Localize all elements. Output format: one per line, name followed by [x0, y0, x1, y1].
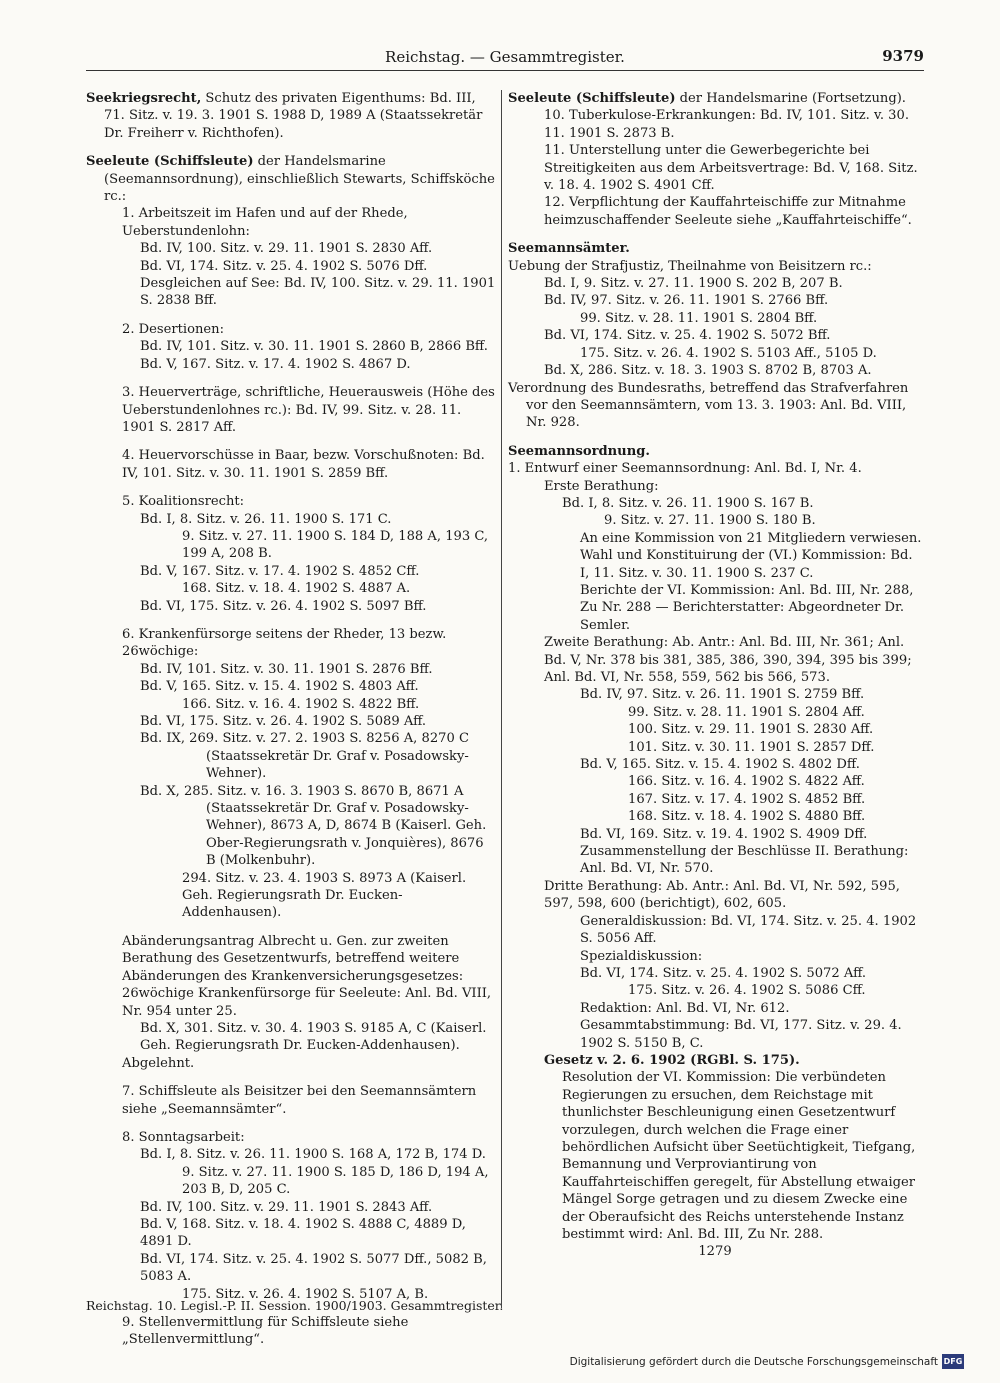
entry-text: Generaldiskussion: Bd. VI, 174. Sitz. v. 25. 4. 1902 S. 5056 Aff.: [580, 913, 917, 947]
entry-text: Bd. VI, 174. Sitz. v. 25. 4. 1902 S. 5076 Dff.: [140, 258, 428, 274]
index-entry: [86, 511, 496, 528]
index-entry: [508, 194, 922, 229]
entry-text: Berichte der VI. Kommission: Anl. Bd. III, Nr. 288, Zu Nr. 288 — Berichterstatter: Abgeordneter Dr. Semler.: [580, 582, 914, 633]
index-entry: [86, 338, 496, 355]
index-entry: [508, 90, 922, 107]
index-entry: [86, 598, 496, 615]
entry-text: 12. Verpflichtung der Kauffahrteischiffe zur Mitnahme heimzuschaffender Seeleute siehe „Kauffahrteischiffe“.: [544, 195, 912, 228]
index-entry: [508, 965, 922, 982]
entry-text: Bd. IV, 100. Sitz. v. 29. 11. 1901 S. 2843 Aff.: [140, 1199, 433, 1215]
spacer: [86, 1118, 496, 1129]
index-entry: [508, 478, 922, 495]
entry-text: Erste Berathung:: [544, 478, 659, 494]
entry-heading: Seemannsordnung.: [508, 443, 650, 459]
spacer: [86, 922, 496, 933]
spacer: [86, 482, 496, 493]
index-entry: [508, 634, 922, 686]
footer-note: Reichstag. 10. Legisl.-P. II. Session. 1900/1903. Gesammtregister.: [86, 1298, 504, 1313]
spacer: [508, 432, 922, 443]
index-entry: [86, 493, 496, 510]
entry-text: 7. Schiffsleute als Beisitzer bei den Seemannsämtern siehe „Seemannsämter“.: [122, 1084, 477, 1117]
index-entry: [86, 1055, 496, 1072]
index-entry: [508, 686, 922, 703]
entry-text: 167. Sitz. v. 17. 4. 1902 S. 4852 Bff.: [628, 791, 866, 807]
dfg-logo: DFG: [942, 1354, 964, 1369]
entry-text: Bd. X, 301. Sitz. v. 30. 4. 1903 S. 9185 A, C (Kaiserl. Geh. Regierungsrath Dr. Eucken-Addenhausen).: [140, 1020, 487, 1054]
entry-text: 6. Krankenfürsorge seitens der Rheder, 13 bezw. 26wöchige:: [122, 626, 447, 660]
index-entry: [86, 783, 496, 800]
index-entry: [508, 530, 922, 547]
entry-text: Resolution der VI. Kommission: Die verbündeten Regierungen zu ersuchen, dem Reichstage mit thunlichster Beschleunigung einen Gesetzentwurf vorzulegen, durch welchen die Frage einer behördlichen Aufsicht über Seetüchtigkeit, Tiefgang, Bemannung und Verproviantirung von Kauffahrteischiffen geregelt, für Abstellung etwaiger Mängel Sorge getragen und zu diesem Zwecke eine der Oberaufsicht des Reichs unterstehende Instanz bestimmt wird: Anl. Bd. III, Zu Nr. 288.: [562, 1070, 916, 1242]
spacer: [86, 373, 496, 384]
entry-text: Bd. VI, 174. Sitz. v. 25. 4. 1902 S. 5072 Bff.: [544, 328, 831, 344]
index-entry: [508, 878, 922, 913]
entry-text: 9. Sitz. v. 27. 11. 1900 S. 180 B.: [604, 513, 816, 529]
entry-text: 166. Sitz. v. 16. 4. 1902 S. 4822 Bff.: [182, 696, 420, 712]
entry-text: An eine Kommission von 21 Mitgliedern verwiesen.: [580, 530, 922, 546]
index-entry: [508, 756, 922, 773]
entry-text: 9. Stellenvermittlung für Schiffsleute siehe „Stellenvermittlung“.: [122, 1315, 409, 1348]
index-entry: [86, 1146, 496, 1163]
entry-text: Redaktion: Anl. Bd. VI, Nr. 612.: [580, 1000, 790, 1016]
index-entry: [508, 380, 922, 432]
spacer: [508, 229, 922, 240]
index-entry: [86, 258, 496, 275]
entry-text: 175. Sitz. v. 26. 4. 1902 S. 5086 Cff.: [628, 983, 866, 999]
entry-text: 101. Sitz. v. 30. 11. 1901 S. 2857 Dff.: [628, 739, 875, 755]
entry-text: 3. Heuerverträge, schriftliche, Heuerausweis (Höhe des Ueberstundenlohnes rc.): Bd. IV, 99. Sitz. v. 28. 11. 1901 S. 2817 Aff.: [122, 385, 495, 435]
entry-text: 175. Sitz. v. 26. 4. 1902 S. 5103 Aff., 5105 D.: [580, 345, 877, 361]
entry-text: Bd. VI, 175. Sitz. v. 26. 4. 1902 S. 5089 Aff.: [140, 714, 427, 729]
index-entry: [508, 512, 922, 529]
spacer: [86, 310, 496, 321]
index-entry: [86, 1199, 496, 1216]
running-header: [86, 44, 924, 71]
entry-text: Dritte Berathung: Ab. Antr.: Anl. Bd. VI, Nr. 592, 595, 597, 598, 600 (berichtigt), 602, 605.: [544, 878, 900, 912]
spacer: [86, 615, 496, 626]
index-entry: [508, 142, 922, 194]
index-entry: [86, 1164, 496, 1199]
index-entry: [508, 345, 922, 362]
index-entry: [508, 582, 922, 634]
index-entry: [86, 447, 496, 482]
index-entry: [86, 1251, 496, 1286]
index-entry: [508, 739, 922, 756]
entry-text: 9. Sitz. v. 27. 11. 1900 S. 184 D, 188 A, 193 C, 199 A, 208 B.: [182, 528, 489, 562]
index-entry: [508, 1017, 922, 1052]
index-entry: [86, 748, 496, 783]
index-entry: [86, 240, 496, 257]
left-column: [86, 90, 496, 1349]
index-entry: [86, 800, 496, 870]
index-entry: [508, 1069, 922, 1243]
spacer: [86, 1072, 496, 1083]
entry-text: (Staatssekretär Dr. Graf v. Posadowsky-Wehner).: [206, 748, 469, 782]
entry-text: 168. Sitz. v. 18. 4. 1902 S. 4880 Bff.: [628, 809, 866, 825]
entry-text: 10. Tuberkulose-Erkrankungen: Bd. IV, 101. Sitz. v. 30. 11. 1901 S. 2873 B.: [544, 108, 909, 141]
index-entry: [508, 240, 922, 257]
entry-text: Desgleichen auf See: Bd. IV, 100. Sitz. v. 29. 11. 1901 S. 2838 Bff.: [140, 276, 496, 309]
index-entry: [86, 90, 496, 142]
index-entry: [508, 721, 922, 738]
entry-text: Bd. I, 9. Sitz. v. 27. 11. 1900 S. 202 B, 207 B.: [544, 276, 843, 292]
index-entry: [508, 327, 922, 344]
entry-text: 168. Sitz. v. 18. 4. 1902 S. 4887 A.: [182, 581, 411, 597]
entry-text: 100. Sitz. v. 29. 11. 1901 S. 2830 Aff.: [628, 722, 874, 738]
index-entry: [508, 258, 922, 275]
entry-text: Zusammenstellung der Beschlüsse II. Berathung: Anl. Bd. VI, Nr. 570.: [580, 844, 909, 877]
index-entry: [508, 1000, 922, 1017]
index-entry: [86, 661, 496, 678]
index-entry: [508, 460, 922, 477]
entry-text: Wahl und Konstituirung der (VI.) Kommission: Bd. I, 11. Sitz. v. 30. 11. 1900 S. 237 C.: [580, 548, 913, 581]
index-entry: [508, 913, 922, 948]
entry-text: Uebung der Strafjustiz, Theilnahme von Beisitzern rc.:: [508, 258, 872, 274]
entry-text: der Handelsmarine (Fortsetzung).: [675, 91, 906, 106]
entry-text: Bd. IV, 97. Sitz. v. 26. 11. 1901 S. 2766 Bff.: [544, 293, 829, 309]
entry-text: Schutz des privaten Eigenthums: Bd. III, 71. Sitz. v. 19. 3. 1901 S. 1988 D, 1989 A (Staatssekretär Dr. Freiherr v. Richthofen).: [104, 91, 483, 141]
index-entry: [86, 1020, 496, 1055]
entry-text: Bd. X, 285. Sitz. v. 16. 3. 1903 S. 8670 B, 8671 A: [140, 783, 464, 799]
entry-text: Abänderungsantrag Albrecht u. Gen. zur zweiten Berathung des Gesetzentwurfs, betreffend weitere Abänderungen des Krankenversicherungsgesetzes: 26wöchige Krankenfürsorge für Seeleute: Anl. Bd. VIII, Nr. 954 unter 25.: [122, 933, 492, 1019]
entry-text: 175. Sitz. v. 26. 4. 1902 S. 5107 A, B.: [182, 1286, 429, 1302]
index-entry: [86, 384, 496, 436]
entry-text: Bd. IV, 97. Sitz. v. 26. 11. 1901 S. 2759 Bff.: [580, 687, 865, 703]
index-entry: [508, 292, 922, 309]
entry-text: 8. Sonntagsarbeit:: [122, 1129, 245, 1145]
entry-text: Abgelehnt.: [122, 1055, 195, 1071]
entry-text: Bd. I, 8. Sitz. v. 26. 11. 1900 S. 168 A, 172 B, 174 D.: [140, 1147, 486, 1163]
index-entry: [508, 107, 922, 142]
index-entry: [508, 773, 922, 790]
index-entry: [86, 1129, 496, 1146]
page-number: 9379: [882, 47, 924, 65]
entry-text: Bd. X, 286. Sitz. v. 18. 3. 1903 S. 8702 B, 8703 A.: [544, 363, 872, 379]
index-entry: [508, 362, 922, 379]
index-entry: [508, 1052, 922, 1069]
index-entry: [86, 275, 496, 310]
index-entry: [86, 713, 496, 730]
entry-text: (Staatssekretär Dr. Graf v. Posadowsky-Wehner), 8673 A, D, 8674 B (Kaiserl. Geh. Ober-Regierungsrath v. Jonquières), 8676 B (Molkenbuhr).: [206, 801, 487, 869]
entry-text: Bd. V, 168. Sitz. v. 18. 4. 1902 S. 4888 C, 4889 D, 4891 D.: [140, 1216, 466, 1250]
header-title: Reichstag. — Gesammtregister.: [385, 48, 625, 66]
entry-heading: Seekriegsrecht,: [86, 91, 202, 106]
spacer: [86, 142, 496, 153]
index-entry: [508, 948, 922, 965]
index-entry: [508, 704, 922, 721]
index-entry: [86, 356, 496, 373]
right-column: [508, 90, 922, 1261]
index-entry: [508, 982, 922, 999]
index-entry: [508, 443, 922, 460]
index-entry: [508, 808, 922, 825]
entry-text: Bd. I, 8. Sitz. v. 26. 11. 1900 S. 167 B.: [562, 495, 814, 511]
entry-text: 1. Arbeitszeit im Hafen und auf der Rhede, Ueberstundenlohn:: [122, 206, 408, 239]
index-entry: [86, 730, 496, 747]
entry-text: 166. Sitz. v. 16. 4. 1902 S. 4822 Aff.: [628, 774, 865, 790]
entry-text: der Handelsmarine (Seemannsordnung), einschließlich Stewarts, Schiffsköche rc.:: [104, 154, 495, 205]
entry-text: 9. Sitz. v. 27. 11. 1900 S. 185 D, 186 D, 194 A, 203 B, D, 205 C.: [182, 1164, 489, 1198]
entry-text: 5. Koalitionsrecht:: [122, 494, 245, 510]
entry-text: Spezialdiskussion:: [580, 948, 703, 964]
entry-text: Bd. V, 165. Sitz. v. 15. 4. 1902 S. 4803 Aff.: [140, 679, 419, 695]
entry-text: Bd. VI, 174. Sitz. v. 25. 4. 1902 S. 5077 Dff., 5082 B, 5083 A.: [140, 1251, 487, 1285]
entry-heading: Gesetz v. 2. 6. 1902 (RGBl. S. 175).: [544, 1052, 800, 1068]
index-entry: [86, 1216, 496, 1251]
index-entry: [86, 933, 496, 1020]
index-entry: [508, 547, 922, 582]
entry-text: Bd. I, 8. Sitz. v. 26. 11. 1900 S. 171 C.: [140, 511, 392, 527]
index-entry: [508, 310, 922, 327]
index-entry: [86, 563, 496, 580]
entry-text: 2. Desertionen:: [122, 321, 224, 337]
entry-heading: Seeleute (Schiffsleute): [508, 91, 676, 106]
index-entry: [508, 843, 922, 878]
index-entry: [86, 321, 496, 338]
entry-text: Zweite Berathung: Ab. Antr.: Anl. Bd. III, Nr. 361; Anl. Bd. V, Nr. 378 bis 381, 385, 386, 390, 394, 395 bis 399; Anl. Bd. VI, Nr. 558, 559, 562 bis 566, 573.: [544, 635, 912, 685]
index-entry: [86, 1083, 496, 1118]
entry-text: Bd. V, 167. Sitz. v. 17. 4. 1902 S. 4867 D.: [140, 356, 411, 372]
entry-text: Bd. IV, 101. Sitz. v. 30. 11. 1901 S. 2876 Bff.: [140, 661, 433, 677]
entry-text: 11. Unterstellung unter die Gewerbegerichte bei Streitigkeiten aus dem Arbeitsvertrage: Bd. V, 168. Sitz. v. 18. 4. 1902 S. 4901 Cff.: [544, 143, 918, 194]
index-entry: [508, 495, 922, 512]
index-entry: [86, 696, 496, 713]
entry-text: Gesammtabstimmung: Bd. VI, 177. Sitz. v. 29. 4. 1902 S. 5150 B, C.: [580, 1018, 902, 1051]
entry-text: Bd. IV, 100. Sitz. v. 29. 11. 1901 S. 2830 Aff.: [140, 241, 433, 257]
entry-text: Bd. IX, 269. Sitz. v. 27. 2. 1903 S. 8256 A, 8270 C: [140, 731, 469, 747]
index-entry: [86, 528, 496, 563]
entry-text: Bd. V, 165. Sitz. v. 15. 4. 1902 S. 4802 Dff.: [580, 757, 860, 773]
entry-text: Bd. VI, 175. Sitz. v. 26. 4. 1902 S. 5097 Bff.: [140, 598, 427, 614]
index-entry: [86, 153, 496, 205]
entry-text: Verordnung des Bundesraths, betreffend das Strafverfahren vor den Seemannsämtern, vom 13. 3. 1903: Anl. Bd. VIII, Nr. 928.: [508, 380, 909, 431]
index-entry: [508, 275, 922, 292]
entry-text: Bd. VI, 169. Sitz. v. 19. 4. 1902 S. 4909 Dff.: [580, 826, 868, 842]
index-entry: [86, 205, 496, 240]
index-entry: [508, 791, 922, 808]
entry-text: 4. Heuervorschüsse in Baar, bezw. Vorschußnoten: Bd. IV, 101. Sitz. v. 30. 11. 1901 S. 2859 Bff.: [122, 448, 485, 481]
entry-heading: Seemannsämter.: [508, 241, 630, 257]
index-entry: [86, 1314, 496, 1349]
entry-text: 99. Sitz. v. 28. 11. 1901 S. 2804 Aff.: [628, 704, 865, 720]
column-divider: [501, 90, 502, 1308]
entry-text: Bd. VI, 174. Sitz. v. 25. 4. 1902 S. 5072 Aff.: [580, 965, 867, 981]
index-entry: [508, 826, 922, 843]
entry-heading: Seeleute (Schiffsleute): [86, 154, 254, 170]
index-entry: [86, 870, 496, 922]
index-entry: [86, 626, 496, 661]
entry-text: 99. Sitz. v. 28. 11. 1901 S. 2804 Bff.: [580, 310, 818, 326]
entry-text: 1. Entwurf einer Seemannsordnung: Anl. Bd. I, Nr. 4.: [508, 461, 862, 477]
entry-text: 294. Sitz. v. 23. 4. 1903 S. 8973 A (Kaiserl. Geh. Regierungsrath Dr. Eucken-Addenhausen).: [182, 870, 467, 921]
index-entry: [86, 580, 496, 597]
entry-text: Bd. IV, 101. Sitz. v. 30. 11. 1901 S. 2860 B, 2866 Bff.: [140, 339, 488, 355]
digitization-credit: Digitalisierung gefördert durch die Deutsche Forschungsgemeinschaft: [569, 1356, 938, 1368]
spacer: [86, 436, 496, 447]
folio-number: 1279: [698, 1244, 732, 1260]
entry-text: Bd. V, 167. Sitz. v. 17. 4. 1902 S. 4852 Cff.: [140, 563, 420, 579]
index-entry: [86, 678, 496, 695]
